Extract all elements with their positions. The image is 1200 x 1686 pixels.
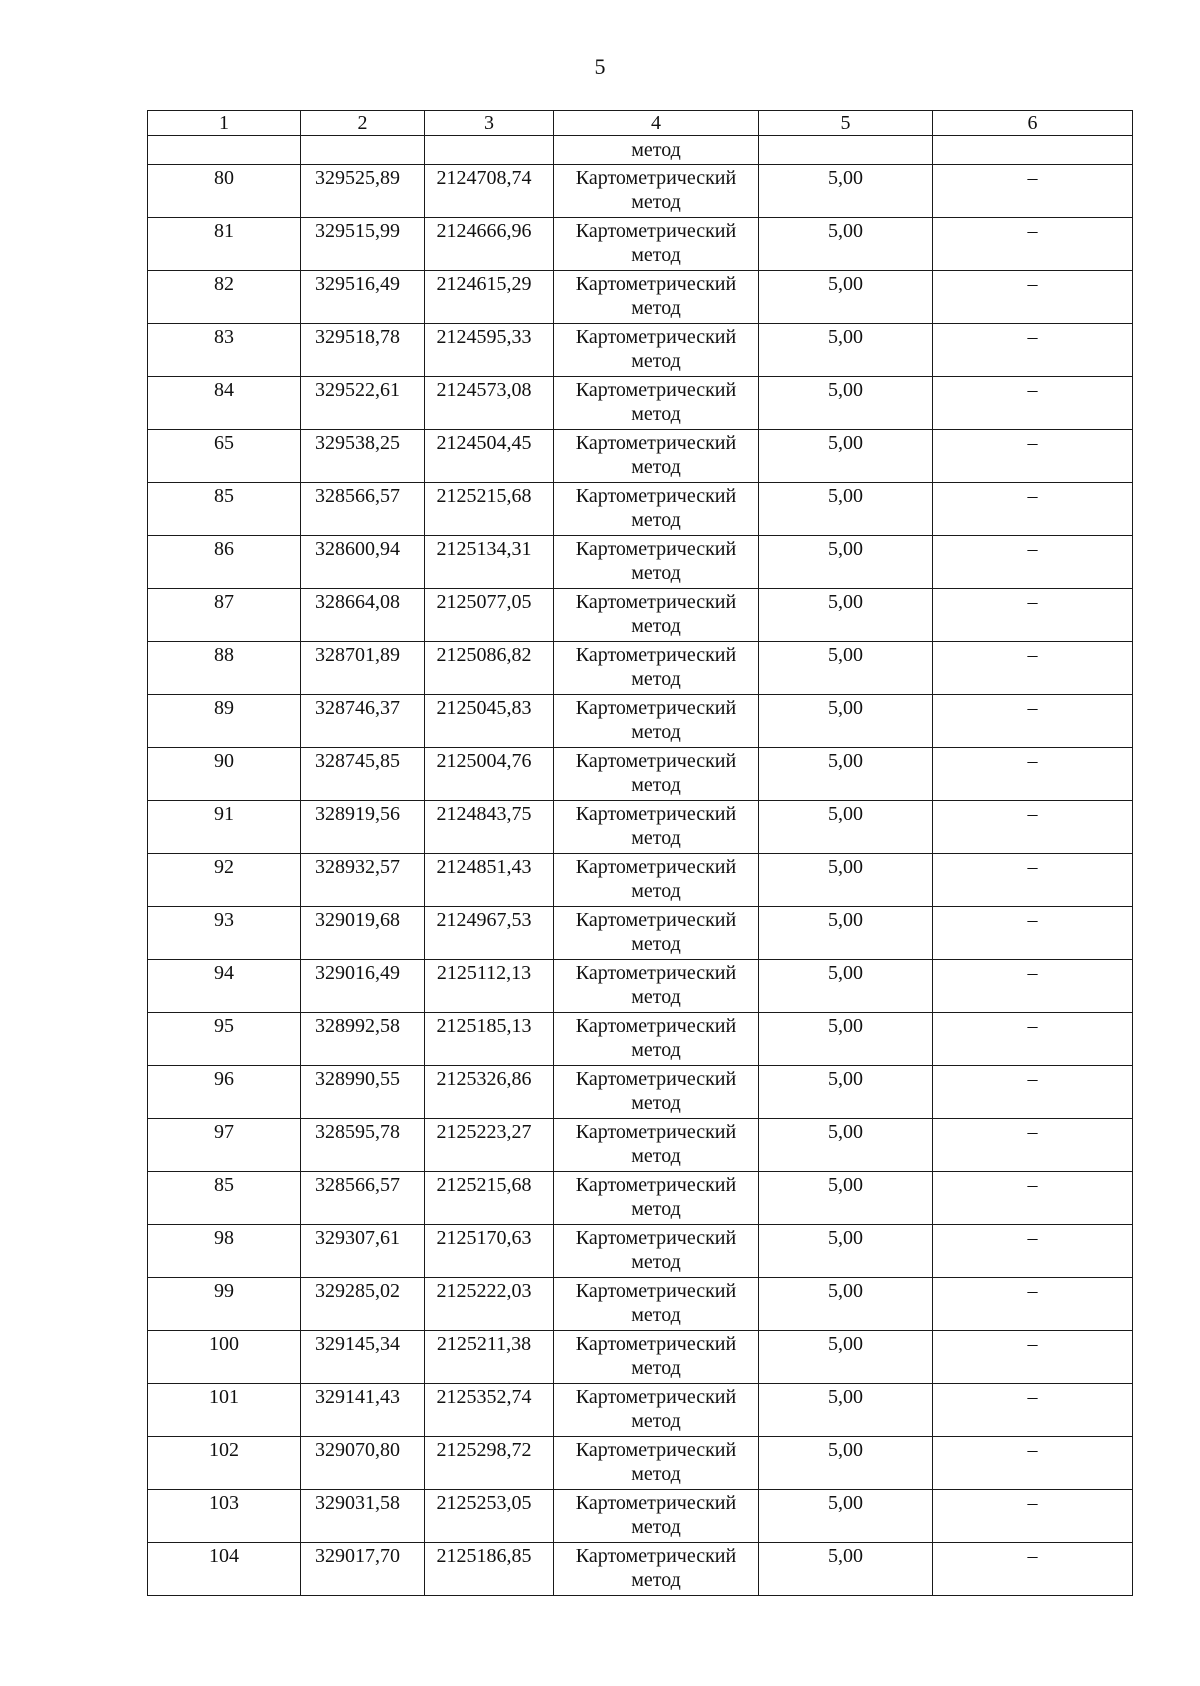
method-line-1: Картометрический: [575, 1545, 737, 1567]
method-line-1: Картометрический: [575, 273, 737, 295]
x-coordinate-cell: 328600,94: [301, 536, 425, 589]
note-cell: –: [933, 165, 1133, 218]
method-line-1: Картометрический: [575, 644, 737, 666]
note-cell: –: [933, 324, 1133, 377]
method-cell: [554, 1490, 759, 1543]
x-coordinate-cell: 329516,49: [301, 271, 425, 324]
x-coordinate-cell: 329538,25: [301, 430, 425, 483]
method-line-1: Картометрический: [575, 432, 737, 454]
table-row: [148, 1331, 1133, 1384]
table-row: [148, 748, 1133, 801]
coordinates-table: [147, 110, 1133, 1596]
column-header: 6: [933, 111, 1133, 136]
column-number-row: [148, 111, 1133, 136]
point-number-cell: 89: [148, 695, 301, 748]
x-coordinate-cell: 328932,57: [301, 854, 425, 907]
table-cell: [148, 136, 301, 165]
point-number-cell: 93: [148, 907, 301, 960]
accuracy-cell: 5,00: [759, 907, 933, 960]
method-cell: [554, 165, 759, 218]
y-coordinate-cell: 2124595,33: [425, 324, 554, 377]
y-coordinate-cell: 2124851,43: [425, 854, 554, 907]
x-coordinate-cell: 329031,58: [301, 1490, 425, 1543]
method-line-2: метод: [631, 191, 681, 213]
note-cell: –: [933, 748, 1133, 801]
table-cell: [301, 136, 425, 165]
method-line-2: метод: [631, 403, 681, 425]
point-number-cell: 83: [148, 324, 301, 377]
y-coordinate-cell: 2125045,83: [425, 695, 554, 748]
note-cell: –: [933, 1013, 1133, 1066]
y-coordinate-cell: 2125185,13: [425, 1013, 554, 1066]
accuracy-cell: 5,00: [759, 1119, 933, 1172]
accuracy-cell: 5,00: [759, 483, 933, 536]
table-row: [148, 1278, 1133, 1331]
method-line-1: Картометрический: [575, 697, 737, 719]
method-line-2: метод: [631, 1304, 681, 1326]
note-cell: –: [933, 218, 1133, 271]
point-number-cell: 104: [148, 1543, 301, 1596]
method-cell: [554, 642, 759, 695]
method-line-2: метод: [631, 1145, 681, 1167]
note-cell: –: [933, 695, 1133, 748]
method-line-1: Картометрический: [575, 1492, 737, 1514]
method-line-2: метод: [631, 880, 681, 902]
note-cell: –: [933, 1225, 1133, 1278]
method-cell: [554, 536, 759, 589]
y-coordinate-cell: 2124573,08: [425, 377, 554, 430]
point-number-cell: 85: [148, 483, 301, 536]
note-cell: –: [933, 1384, 1133, 1437]
note-cell: –: [933, 271, 1133, 324]
method-cell: [554, 271, 759, 324]
method-cell: метод: [554, 136, 759, 165]
method-line-2: метод: [631, 1516, 681, 1538]
method-line-1: Картометрический: [575, 909, 737, 931]
y-coordinate-cell: 2125170,63: [425, 1225, 554, 1278]
y-coordinate-cell: 2125004,76: [425, 748, 554, 801]
method-line-2: метод: [631, 721, 681, 743]
table-row: [148, 1490, 1133, 1543]
method-line-1: Картометрический: [575, 856, 737, 878]
method-line-1: Картометрический: [575, 1015, 737, 1037]
method-line-2: метод: [631, 1463, 681, 1485]
table-row: [148, 430, 1133, 483]
y-coordinate-cell: 2125298,72: [425, 1437, 554, 1490]
point-number-cell: 84: [148, 377, 301, 430]
note-cell: –: [933, 642, 1133, 695]
point-number-cell: 95: [148, 1013, 301, 1066]
x-coordinate-cell: 328745,85: [301, 748, 425, 801]
method-line-1: Картометрический: [575, 1280, 737, 1302]
y-coordinate-cell: 2125215,68: [425, 1172, 554, 1225]
method-cell: [554, 1384, 759, 1437]
method-cell: [554, 324, 759, 377]
accuracy-cell: 5,00: [759, 377, 933, 430]
point-number-cell: 97: [148, 1119, 301, 1172]
method-line-2: метод: [631, 986, 681, 1008]
accuracy-cell: 5,00: [759, 589, 933, 642]
table-row: [148, 960, 1133, 1013]
accuracy-cell: 5,00: [759, 642, 933, 695]
method-cell: [554, 1437, 759, 1490]
table-row: [148, 271, 1133, 324]
y-coordinate-cell: 2125134,31: [425, 536, 554, 589]
x-coordinate-cell: 328566,57: [301, 483, 425, 536]
table-row: [148, 1066, 1133, 1119]
x-coordinate-cell: 329016,49: [301, 960, 425, 1013]
y-coordinate-cell: 2124843,75: [425, 801, 554, 854]
method-cell: [554, 1225, 759, 1278]
y-coordinate-cell: 2125186,85: [425, 1543, 554, 1596]
method-line-1: Картометрический: [575, 803, 737, 825]
method-line-2: метод: [631, 350, 681, 372]
method-cell: [554, 1119, 759, 1172]
method-line-2: метод: [631, 456, 681, 478]
method-line-2: метод: [631, 827, 681, 849]
point-number-cell: 87: [148, 589, 301, 642]
note-cell: –: [933, 589, 1133, 642]
note-cell: –: [933, 907, 1133, 960]
table-row: [148, 483, 1133, 536]
x-coordinate-cell: 328992,58: [301, 1013, 425, 1066]
accuracy-cell: 5,00: [759, 748, 933, 801]
accuracy-cell: 5,00: [759, 1172, 933, 1225]
x-coordinate-cell: 328746,37: [301, 695, 425, 748]
accuracy-cell: 5,00: [759, 1278, 933, 1331]
y-coordinate-cell: 2124615,29: [425, 271, 554, 324]
point-number-cell: 90: [148, 748, 301, 801]
method-line-1: Картометрический: [575, 1227, 737, 1249]
point-number-cell: 65: [148, 430, 301, 483]
accuracy-cell: 5,00: [759, 430, 933, 483]
accuracy-cell: 5,00: [759, 1331, 933, 1384]
method-cell: [554, 1543, 759, 1596]
x-coordinate-cell: 329307,61: [301, 1225, 425, 1278]
page-number: 5: [594, 54, 606, 79]
method-cell: [554, 589, 759, 642]
note-cell: –: [933, 536, 1133, 589]
point-number-cell: 80: [148, 165, 301, 218]
method-line-1: Картометрический: [575, 379, 737, 401]
method-cell: [554, 430, 759, 483]
x-coordinate-cell: 329515,99: [301, 218, 425, 271]
column-header: 5: [759, 111, 933, 136]
table-row: [148, 1013, 1133, 1066]
y-coordinate-cell: 2125223,27: [425, 1119, 554, 1172]
method-line-2: метод: [631, 933, 681, 955]
method-line-2: метод: [631, 1039, 681, 1061]
point-number-cell: 91: [148, 801, 301, 854]
accuracy-cell: 5,00: [759, 1013, 933, 1066]
accuracy-cell: 5,00: [759, 1225, 933, 1278]
y-coordinate-cell: 2125253,05: [425, 1490, 554, 1543]
method-line-1: Картометрический: [575, 1386, 737, 1408]
method-line-2: метод: [631, 615, 681, 637]
table-cell: [759, 136, 933, 165]
method-line-1: Картометрический: [575, 750, 737, 772]
method-cell: [554, 907, 759, 960]
table-row: [148, 1437, 1133, 1490]
method-line-1: Картометрический: [575, 485, 737, 507]
y-coordinate-cell: 2125211,38: [425, 1331, 554, 1384]
column-header: 3: [425, 111, 554, 136]
method-line-1: Картометрический: [575, 326, 737, 348]
y-coordinate-cell: 2125112,13: [425, 960, 554, 1013]
accuracy-cell: 5,00: [759, 960, 933, 1013]
x-coordinate-cell: 328566,57: [301, 1172, 425, 1225]
accuracy-cell: 5,00: [759, 1066, 933, 1119]
method-line-1: Картометрический: [575, 962, 737, 984]
column-header: 2: [301, 111, 425, 136]
point-number-cell: 85: [148, 1172, 301, 1225]
note-cell: –: [933, 483, 1133, 536]
x-coordinate-cell: 329070,80: [301, 1437, 425, 1490]
accuracy-cell: 5,00: [759, 1437, 933, 1490]
note-cell: –: [933, 1278, 1133, 1331]
y-coordinate-cell: 2125222,03: [425, 1278, 554, 1331]
table-row: [148, 907, 1133, 960]
method-line-1: Картометрический: [575, 1068, 737, 1090]
method-line-2: метод: [631, 1092, 681, 1114]
accuracy-cell: 5,00: [759, 1543, 933, 1596]
table-row: [148, 324, 1133, 377]
method-line-1: Картометрический: [575, 1121, 737, 1143]
column-header: 1: [148, 111, 301, 136]
note-cell: –: [933, 854, 1133, 907]
method-line-2: метод: [631, 774, 681, 796]
y-coordinate-cell: 2125352,74: [425, 1384, 554, 1437]
method-line-1: Картометрический: [575, 167, 737, 189]
x-coordinate-cell: 329145,34: [301, 1331, 425, 1384]
accuracy-cell: 5,00: [759, 536, 933, 589]
method-cell: [554, 960, 759, 1013]
accuracy-cell: 5,00: [759, 854, 933, 907]
point-number-cell: 94: [148, 960, 301, 1013]
point-number-cell: 96: [148, 1066, 301, 1119]
note-cell: –: [933, 1543, 1133, 1596]
method-line-1: Картометрический: [575, 1439, 737, 1461]
method-cell: [554, 1013, 759, 1066]
method-cell: [554, 854, 759, 907]
method-line-2: метод: [631, 668, 681, 690]
table-row: [148, 854, 1133, 907]
method-line-2: метод: [631, 509, 681, 531]
column-header: 4: [554, 111, 759, 136]
method-line-2: метод: [631, 1410, 681, 1432]
point-number-cell: 88: [148, 642, 301, 695]
method-cell: [554, 801, 759, 854]
x-coordinate-cell: 328919,56: [301, 801, 425, 854]
y-coordinate-cell: 2125086,82: [425, 642, 554, 695]
y-coordinate-cell: 2125215,68: [425, 483, 554, 536]
table-row: [148, 1225, 1133, 1278]
table-row: [148, 218, 1133, 271]
note-cell: –: [933, 801, 1133, 854]
method-cell: [554, 377, 759, 430]
method-line-2: метод: [631, 1569, 681, 1591]
method-cell: [554, 695, 759, 748]
x-coordinate-cell: 329017,70: [301, 1543, 425, 1596]
method-line-1: Картометрический: [575, 591, 737, 613]
method-line-2: метод: [631, 244, 681, 266]
method-line-2: метод: [631, 1251, 681, 1273]
method-line-2: метод: [631, 1198, 681, 1220]
point-number-cell: 102: [148, 1437, 301, 1490]
accuracy-cell: 5,00: [759, 165, 933, 218]
table-row: [148, 589, 1133, 642]
accuracy-cell: 5,00: [759, 1490, 933, 1543]
point-number-cell: 98: [148, 1225, 301, 1278]
method-cell: [554, 1172, 759, 1225]
x-coordinate-cell: 328701,89: [301, 642, 425, 695]
table-cell: [933, 136, 1133, 165]
accuracy-cell: 5,00: [759, 1384, 933, 1437]
point-number-cell: 81: [148, 218, 301, 271]
note-cell: –: [933, 377, 1133, 430]
accuracy-cell: 5,00: [759, 801, 933, 854]
method-line-1: Картометрический: [575, 1333, 737, 1355]
method-line-1: Картометрический: [575, 1174, 737, 1196]
point-number-cell: 99: [148, 1278, 301, 1331]
method-cell: [554, 748, 759, 801]
note-cell: –: [933, 430, 1133, 483]
x-coordinate-cell: 328990,55: [301, 1066, 425, 1119]
y-coordinate-cell: 2125077,05: [425, 589, 554, 642]
method-line-1: Картометрический: [575, 220, 737, 242]
table-row: [148, 165, 1133, 218]
x-coordinate-cell: 328595,78: [301, 1119, 425, 1172]
y-coordinate-cell: 2124708,74: [425, 165, 554, 218]
method-cell: [554, 483, 759, 536]
note-cell: –: [933, 1172, 1133, 1225]
table-row: [148, 801, 1133, 854]
note-cell: –: [933, 960, 1133, 1013]
y-coordinate-cell: 2124967,53: [425, 907, 554, 960]
y-coordinate-cell: 2124504,45: [425, 430, 554, 483]
method-cell: [554, 1066, 759, 1119]
x-coordinate-cell: 329518,78: [301, 324, 425, 377]
note-cell: –: [933, 1066, 1133, 1119]
y-coordinate-cell: 2124666,96: [425, 218, 554, 271]
method-cell: [554, 1331, 759, 1384]
point-number-cell: 103: [148, 1490, 301, 1543]
table-row: [148, 642, 1133, 695]
table-row: [148, 536, 1133, 589]
method-line-2: метод: [631, 562, 681, 584]
note-cell: –: [933, 1119, 1133, 1172]
point-number-cell: 100: [148, 1331, 301, 1384]
method-cell: [554, 1278, 759, 1331]
accuracy-cell: 5,00: [759, 271, 933, 324]
table-row: [148, 1172, 1133, 1225]
table-row: [148, 1543, 1133, 1596]
point-number-cell: 101: [148, 1384, 301, 1437]
table-row: [148, 1119, 1133, 1172]
table-cell: [425, 136, 554, 165]
accuracy-cell: 5,00: [759, 218, 933, 271]
note-cell: –: [933, 1490, 1133, 1543]
point-number-cell: 82: [148, 271, 301, 324]
x-coordinate-cell: 328664,08: [301, 589, 425, 642]
method-cell: [554, 218, 759, 271]
table-row: [148, 1384, 1133, 1437]
method-line-1: Картометрический: [575, 538, 737, 560]
note-cell: –: [933, 1331, 1133, 1384]
x-coordinate-cell: 329019,68: [301, 907, 425, 960]
method-line-2: метод: [631, 1357, 681, 1379]
y-coordinate-cell: 2125326,86: [425, 1066, 554, 1119]
table-row: [148, 377, 1133, 430]
continuation-row: [148, 136, 1133, 165]
point-number-cell: 86: [148, 536, 301, 589]
table-row: [148, 695, 1133, 748]
point-number-cell: 92: [148, 854, 301, 907]
x-coordinate-cell: 329522,61: [301, 377, 425, 430]
x-coordinate-cell: 329141,43: [301, 1384, 425, 1437]
note-cell: –: [933, 1437, 1133, 1490]
method-line-2: метод: [631, 297, 681, 319]
accuracy-cell: 5,00: [759, 324, 933, 377]
x-coordinate-cell: 329525,89: [301, 165, 425, 218]
x-coordinate-cell: 329285,02: [301, 1278, 425, 1331]
accuracy-cell: 5,00: [759, 695, 933, 748]
